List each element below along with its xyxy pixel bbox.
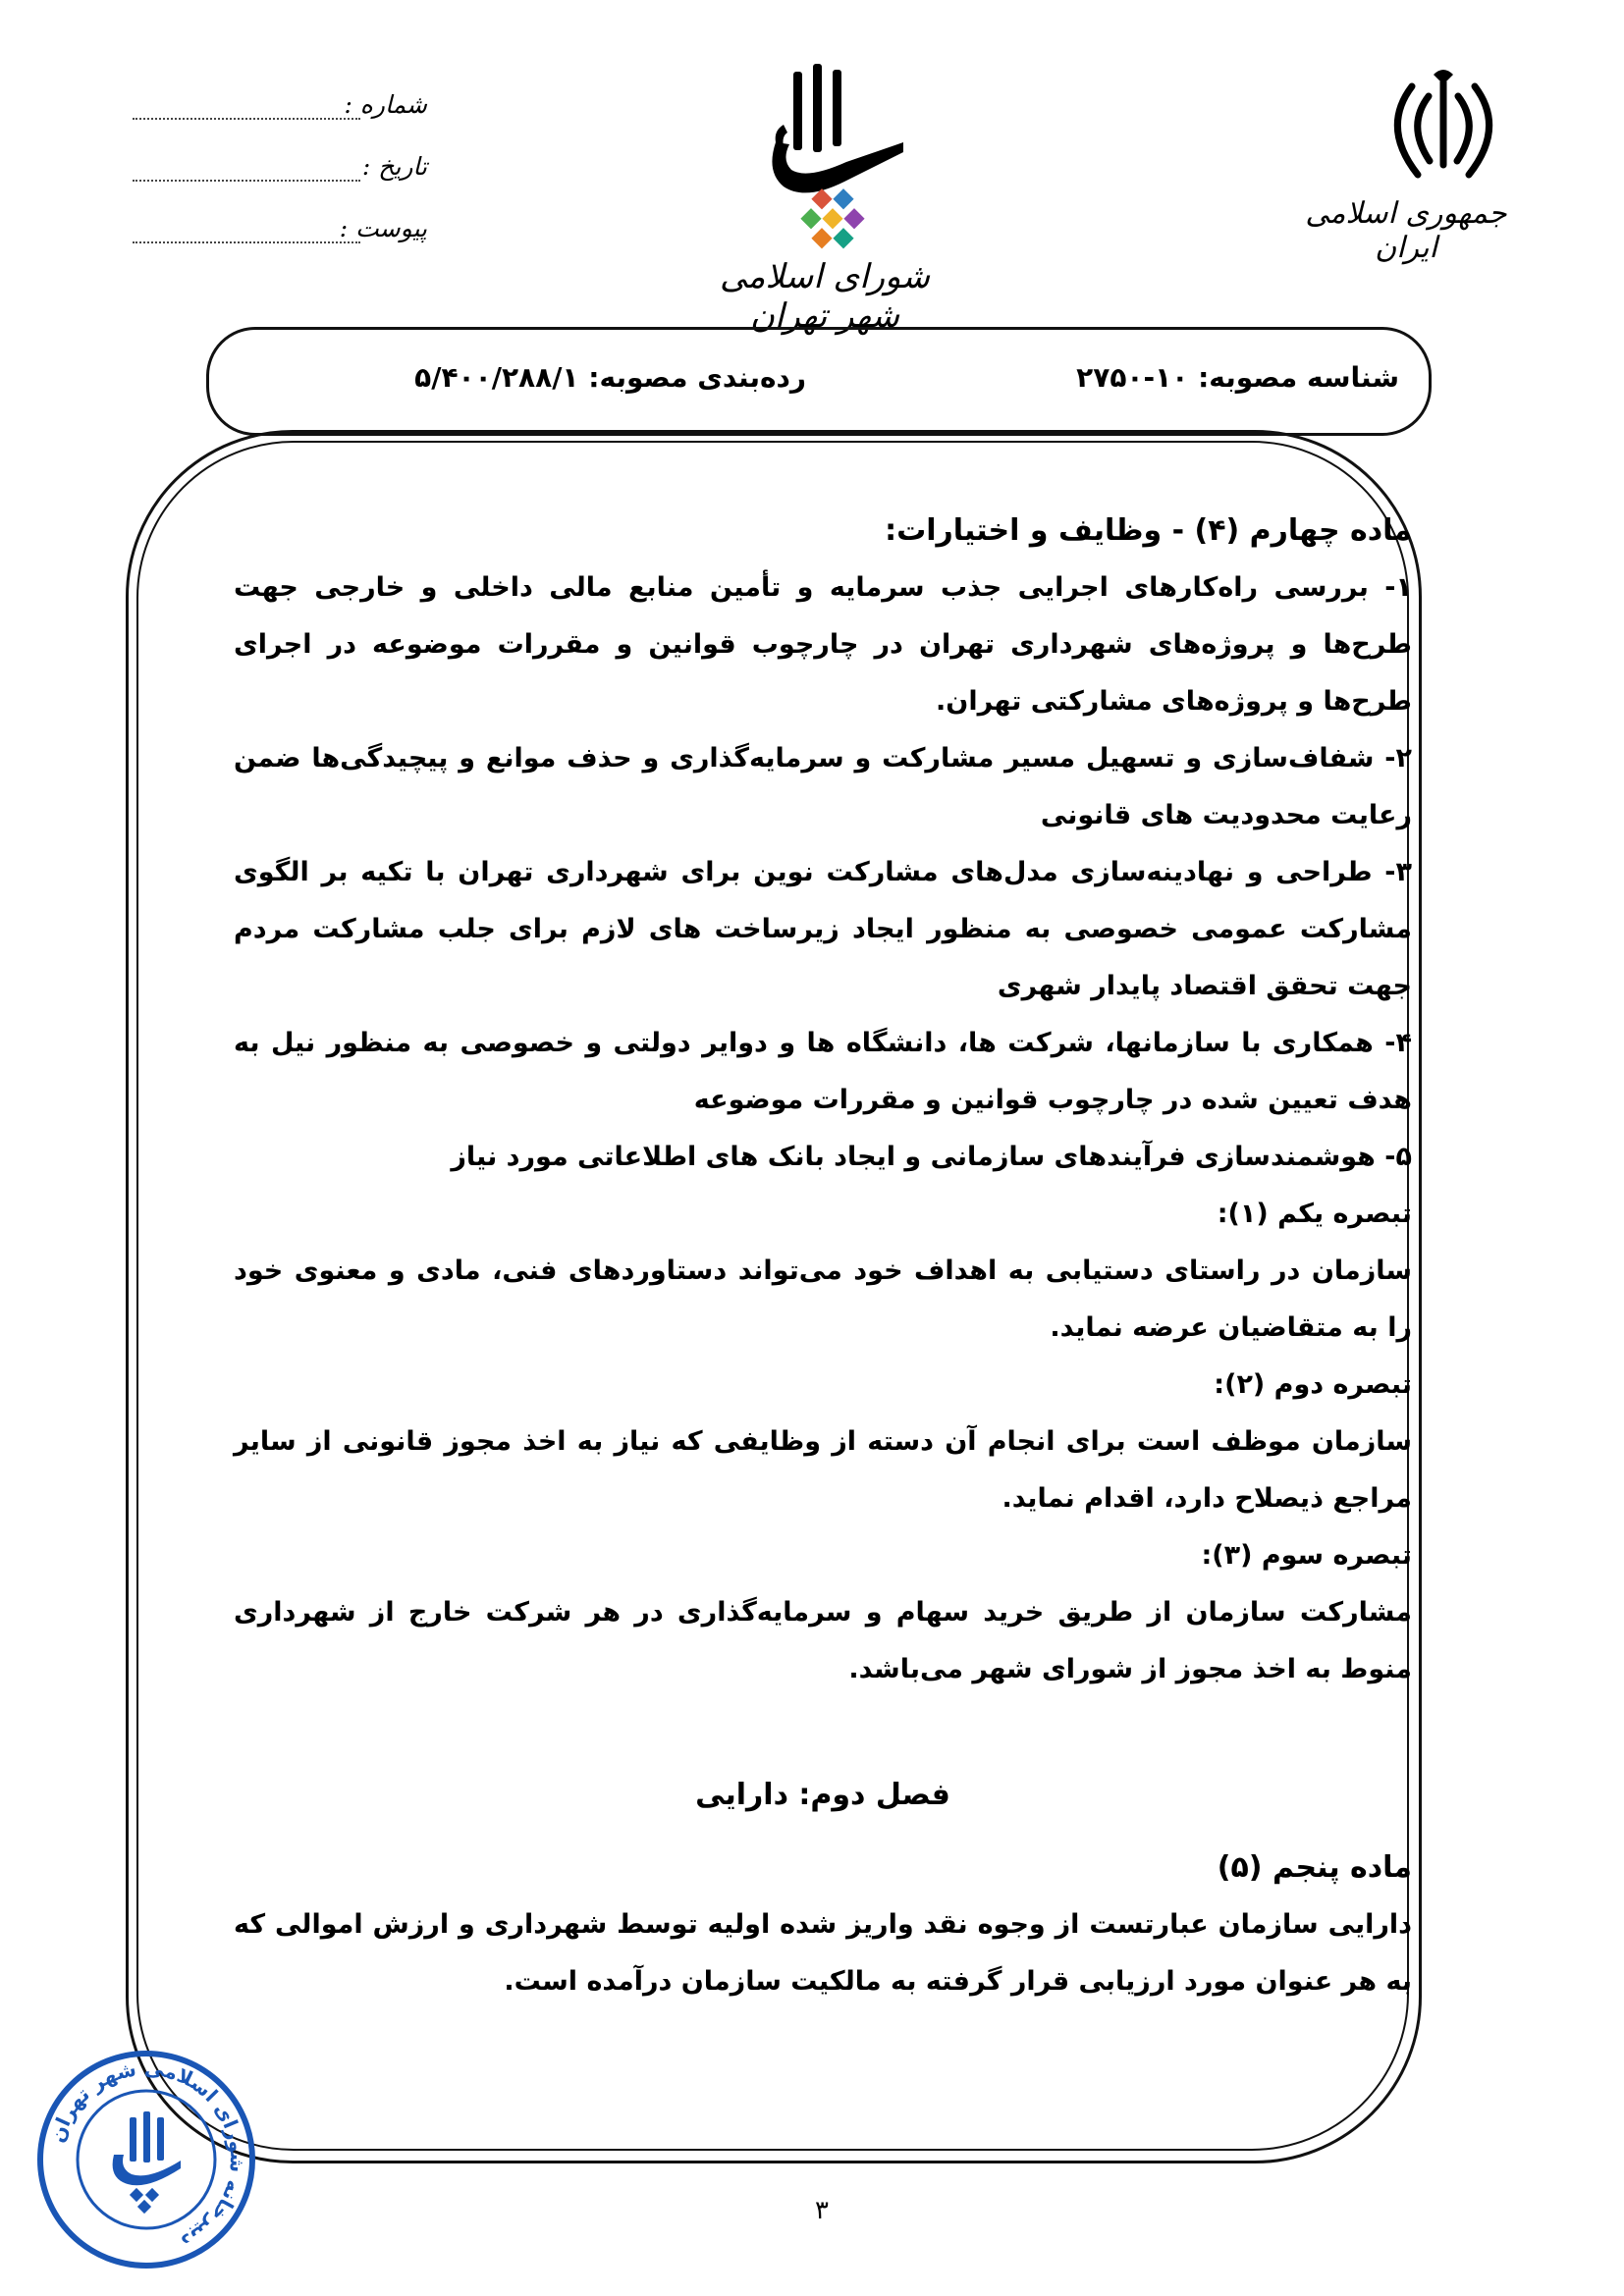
logo-caption: شورای اسلامی شهر تهران <box>719 257 931 336</box>
duty-item: ۱- بررسی راه‌کارهای اجرایی جذب سرمایه و تأمین منابع مالی داخلی و خارجی جهت طرح‌ها و پروژه‌های شهرداری تهران در چارچوب قوانین و مقررات موضوعه در اجرای طرح‌ها و پروژه‌های مشارکتی تهران. <box>234 572 1412 717</box>
duty-item: ۳- طراحی و نهادینه‌سازی مدل‌های مشارکت نوین برای شهرداری تهران با تکیه بر الگوی مشارکت عمومی خصوصی به منظور ایجاد زیرساخت های لازم برای جلب مشارکت مردم جهت تحقق اقتصاد پایدار شهری <box>234 857 1412 1001</box>
note-3-text: مشارکت سازمان از طریق خرید سهام و سرمایه‌گذاری در هر شرکت خارج از شهرداری منوط به اخذ مجوز از شورای شهر می‌باشد. <box>234 1597 1412 1684</box>
tehran-council-logo-icon <box>756 64 913 260</box>
emblem-caption: جمهوری اسلامی ایران <box>1305 196 1507 265</box>
note-2-title: تبصره دوم (۲): <box>1214 1369 1412 1400</box>
document-body <box>234 503 1412 2010</box>
duty-item: ۴- همکاری با سازمانها، شرکت ها، دانشگاه ها و دوایر دولتی و خصوصی به منظور نیل به هدف تعیین شده در چارچوب قوانین و مقررات موضوعه <box>234 1028 1412 1115</box>
approval-classification: رده‌بندی مصوبه: ۵/۴۰۰/۲۸۸/۱ <box>414 361 806 394</box>
date-label: تاریخ : <box>361 152 427 181</box>
attachment-field <box>133 214 427 253</box>
note-1-text: سازمان در راستای دستیابی به اهداف خود می‌تواند دستاوردهای فنی، مادی و معنوی خود را به متقاضیان عرضه نماید. <box>234 1255 1412 1343</box>
approval-info-box <box>206 327 1432 436</box>
number-field <box>133 90 427 130</box>
duty-item: ۵- هوشمندسازی فرآیندهای سازمانی و ایجاد بانک های اطلاعاتی مورد نیاز <box>451 1142 1412 1172</box>
duty-item: ۲- شفاف‌سازی و تسهیل مسیر مشارکت و سرمایه‌گذاری و حذف موانع و پیچیدگی‌ها ضمن رعایت محدودیت های قانونی <box>234 743 1412 830</box>
chapter-2-title: فصل دوم: دارایی <box>695 1778 950 1812</box>
attachment-label: پیوست : <box>339 214 427 242</box>
note-1-title: تبصره یکم (۱): <box>1217 1199 1412 1229</box>
date-dotted-line <box>133 180 360 182</box>
article-4-title: ماده چهارم (۴) - وظایف و اختیارات: <box>885 513 1412 548</box>
note-2-text: سازمان موظف است برای انجام آن دسته از وظایفی که نیاز به اخذ مجوز قانونی از سایر مراجع ذیصلاح دارد، اقدام نماید. <box>234 1426 1412 1514</box>
stamp-text: دبیرخانه شورای اسلامی شهر تهران <box>44 2056 250 2255</box>
note-3-title: تبصره سوم (۳): <box>1201 1540 1412 1571</box>
article-5-title: ماده پنجم (۵) <box>1217 1850 1412 1885</box>
council-stamp-icon <box>33 2047 259 2272</box>
page-number: ۳ <box>815 2196 829 2225</box>
approval-id: شناسه مصوبه: ۱۰-۲۷۵۰ <box>1076 361 1399 394</box>
iran-emblem-icon <box>1384 67 1502 189</box>
number-label: شماره : <box>344 90 427 119</box>
attachment-dotted-line <box>133 241 360 243</box>
article-5-text: دارایی سازمان عبارتست از وجوه نقد واریز شده اولیه توسط شهرداری و ارزش اموالی که به هر عنوان مورد ارزیابی قرار گرفته به مالکیت سازمان درآمده است. <box>234 1909 1412 1997</box>
date-field <box>133 152 427 191</box>
number-dotted-line <box>133 118 360 120</box>
